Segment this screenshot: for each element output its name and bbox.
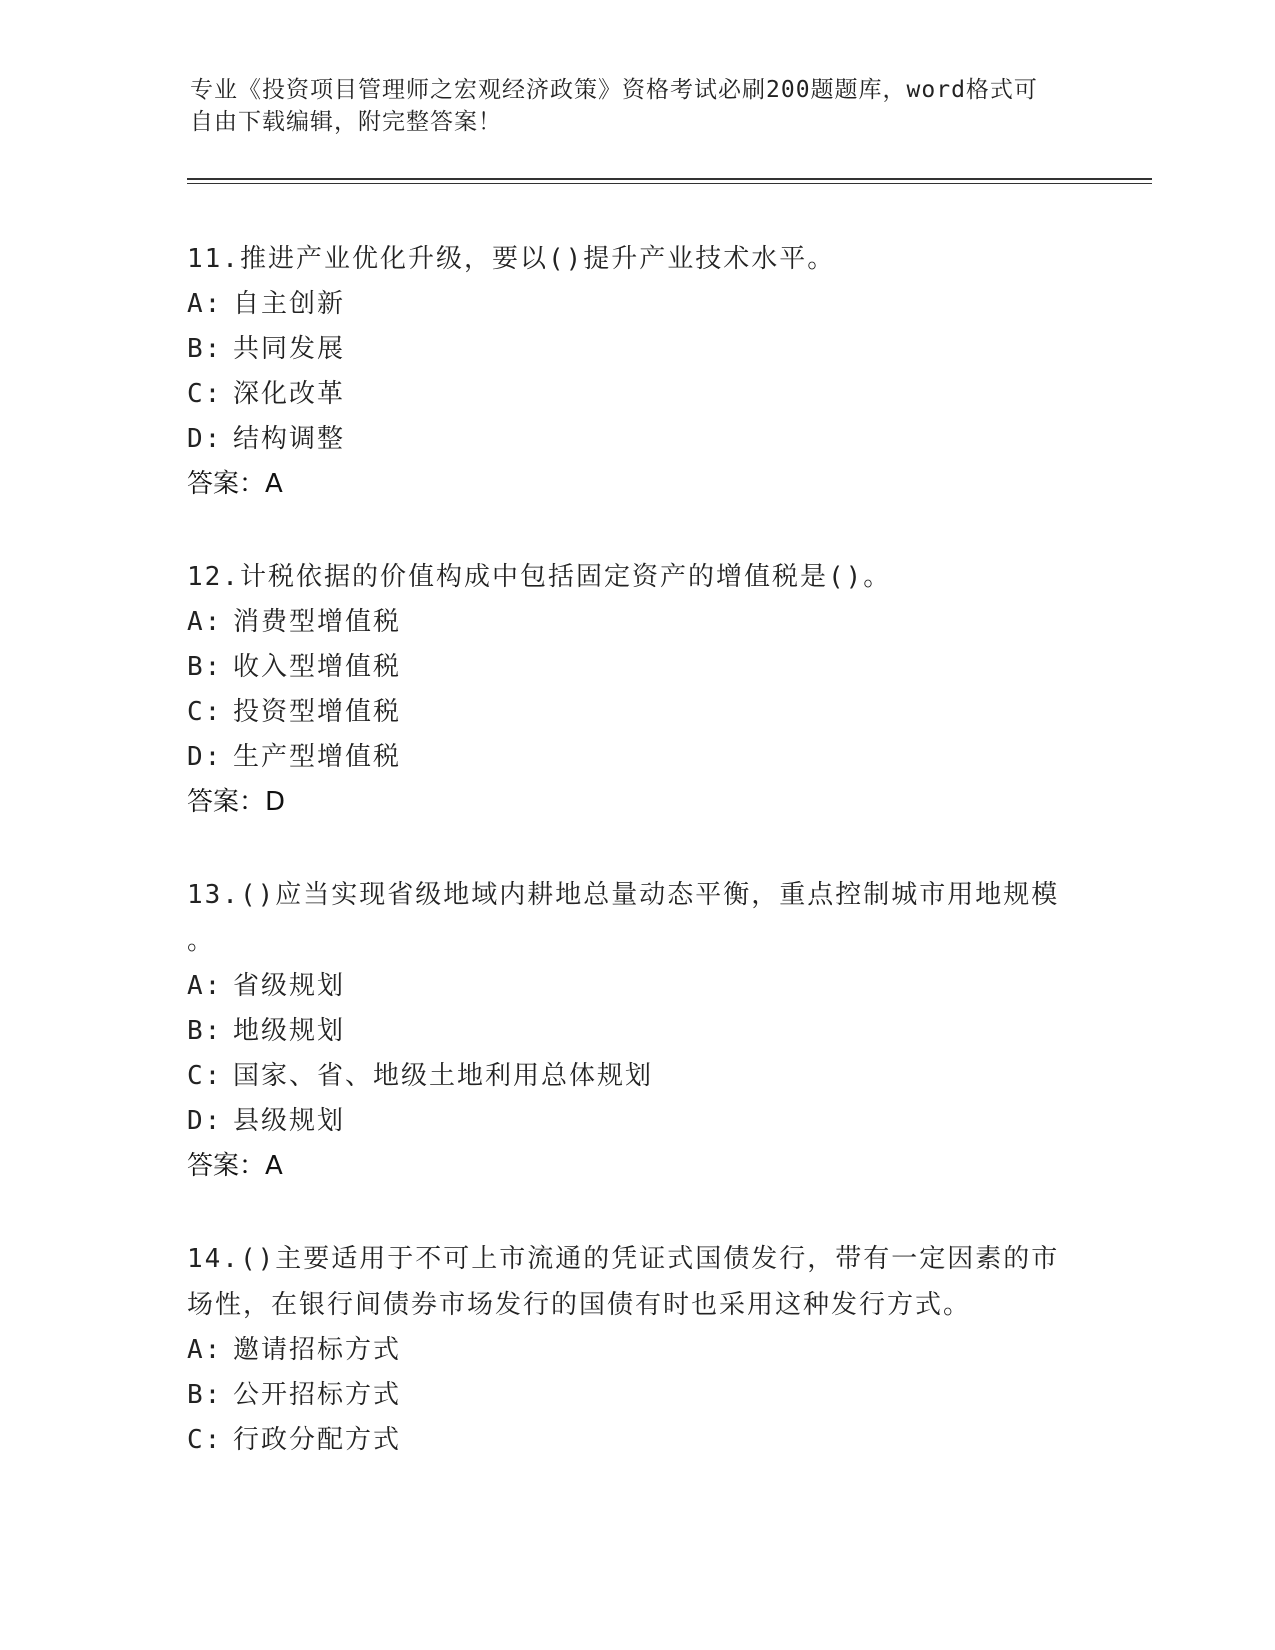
option-key: B: xyxy=(187,652,223,682)
option-key: D: xyxy=(187,1106,223,1136)
question-12 xyxy=(187,554,1087,825)
option-key: B: xyxy=(187,1016,223,1046)
answer-label: 答案：A xyxy=(187,1151,283,1181)
option-b xyxy=(187,1373,1087,1418)
question-stem-line-2: 。 xyxy=(187,926,216,956)
option-d xyxy=(187,1099,1087,1144)
option-key: B: xyxy=(187,1380,223,1410)
option-key: D: xyxy=(187,742,223,772)
header-divider-thick xyxy=(187,178,1152,180)
option-key: D: xyxy=(187,424,223,454)
question-14 xyxy=(187,1236,1087,1463)
option-text: 深化改革 xyxy=(233,379,346,409)
option-c xyxy=(187,372,1087,417)
option-key: C: xyxy=(187,379,223,409)
option-text: 结构调整 xyxy=(233,424,346,454)
option-text: 邀请招标方式 xyxy=(233,1335,402,1365)
option-d xyxy=(187,417,1087,462)
question-13 xyxy=(187,872,1087,1189)
option-c xyxy=(187,1418,1087,1463)
option-key: A: xyxy=(187,289,223,319)
header-line-2: 自由下载编辑，附完整答案！ xyxy=(190,109,502,135)
document-header xyxy=(190,74,1090,138)
option-text: 县级规划 xyxy=(233,1106,346,1136)
option-c xyxy=(187,690,1087,735)
option-b xyxy=(187,645,1087,690)
option-a xyxy=(187,600,1087,645)
option-text: 收入型增值税 xyxy=(233,652,402,682)
question-stem: 12.计税依据的价值构成中包括固定资产的增值税是()。 xyxy=(187,562,892,592)
option-text: 投资型增值税 xyxy=(233,697,402,727)
answer-label: 答案：D xyxy=(187,787,286,817)
option-key: A: xyxy=(187,1335,223,1365)
option-key: B: xyxy=(187,334,223,364)
option-key: C: xyxy=(187,697,223,727)
option-key: C: xyxy=(187,1425,223,1455)
question-stem-line-1: 13.()应当实现省级地域内耕地总量动态平衡，重点控制城市用地规模 xyxy=(187,880,1060,910)
question-list xyxy=(187,236,1087,1510)
option-key: A: xyxy=(187,607,223,637)
question-11 xyxy=(187,236,1087,507)
option-text: 自主创新 xyxy=(233,289,346,319)
header-divider-thin xyxy=(187,183,1152,184)
option-c xyxy=(187,1054,1087,1099)
option-a xyxy=(187,964,1087,1009)
answer-label: 答案：A xyxy=(187,469,283,499)
option-b xyxy=(187,327,1087,372)
option-text: 消费型增值税 xyxy=(233,607,402,637)
option-a xyxy=(187,282,1087,327)
option-key: C: xyxy=(187,1061,223,1091)
option-text: 生产型增值税 xyxy=(233,742,402,772)
option-a xyxy=(187,1328,1087,1373)
option-text: 省级规划 xyxy=(233,971,346,1001)
question-stem: 11.推进产业优化升级，要以()提升产业技术水平。 xyxy=(187,244,836,274)
question-stem-line-1: 14.()主要适用于不可上市流通的凭证式国债发行，带有一定因素的市 xyxy=(187,1244,1060,1274)
option-b xyxy=(187,1009,1087,1054)
option-text: 地级规划 xyxy=(233,1016,346,1046)
option-d xyxy=(187,735,1087,780)
question-stem-line-2: 场性，在银行间债券市场发行的国债有时也采用这种发行方式。 xyxy=(187,1290,972,1320)
option-text: 共同发展 xyxy=(233,334,346,364)
option-text: 行政分配方式 xyxy=(233,1425,402,1455)
option-text: 国家、省、地级土地利用总体规划 xyxy=(233,1061,654,1091)
header-line-1: 专业《投资项目管理师之宏观经济政策》资格考试必刷200题题库，word格式可 xyxy=(190,77,1038,103)
option-text: 公开招标方式 xyxy=(233,1380,402,1410)
option-key: A: xyxy=(187,971,223,1001)
